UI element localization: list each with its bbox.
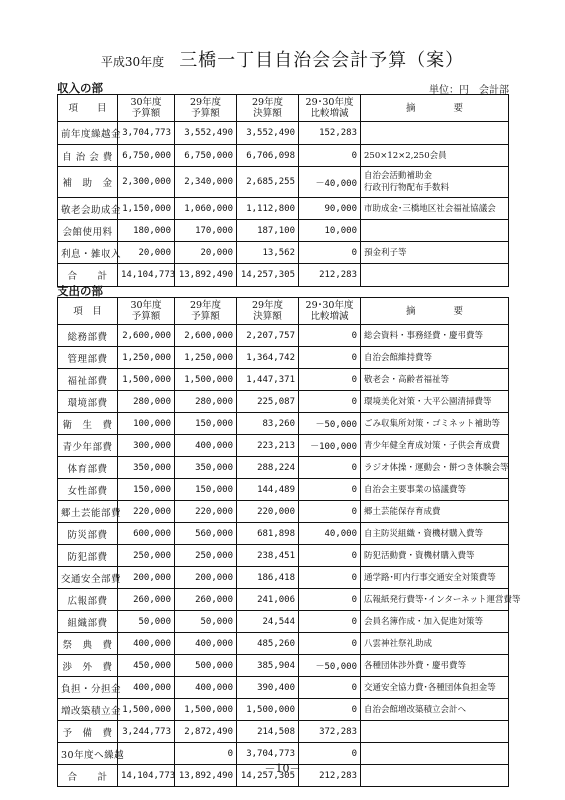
income-header-row (58, 95, 509, 122)
table-row (58, 347, 509, 369)
col-diff-header: 29･30年度 比較増減 (299, 298, 361, 325)
cell-b30: 50,000 (118, 611, 175, 633)
cell-s29: 390,400 (237, 677, 299, 699)
cell-item: 管理部費 (58, 347, 118, 369)
cell-item: 女性部費 (58, 479, 118, 501)
cell-s29: 238,451 (237, 545, 299, 567)
cell-note: 自主防災組織・資機材購入費等 (361, 523, 509, 545)
table-row (58, 325, 509, 347)
col-note-header: 摘 要 (361, 95, 509, 122)
col-settled29-header: 29年度 決算額 (237, 95, 299, 122)
cell-item: 30年度へ繰越 (58, 743, 118, 765)
expense-header-row (58, 298, 509, 325)
col-settled29-header: 29年度 決算額 (237, 298, 299, 325)
cell-b29: 1,060,000 (175, 198, 237, 220)
cell-s29: 1,112,800 (237, 198, 299, 220)
cell-b30: 180,000 (118, 220, 175, 242)
cell-b30: 400,000 (118, 677, 175, 699)
cell-diff: 372,283 (299, 721, 361, 743)
cell-b30: 350,000 (118, 457, 175, 479)
total-item: 合 計 (58, 765, 118, 787)
cell-item: 交通安全部費 (58, 567, 118, 589)
table-row (58, 567, 509, 589)
cell-b29: 1,500,000 (175, 699, 237, 721)
total-b30: 14,104,773 (118, 264, 175, 287)
cell-note: 広報紙発行費等･インターネット運営費等 (361, 589, 509, 611)
cell-b30: 2,600,000 (118, 325, 175, 347)
cell-b29: 1,250,000 (175, 347, 237, 369)
cell-b29: 0 (175, 743, 237, 765)
cell-diff: 152,283 (299, 122, 361, 145)
cell-b29: 500,000 (175, 655, 237, 677)
cell-note (361, 122, 509, 145)
fiscal-year: 平成30年度 (100, 55, 165, 69)
cell-b29: 3,552,490 (175, 122, 237, 145)
cell-b30: 600,000 (118, 523, 175, 545)
cell-diff: 0 (299, 391, 361, 413)
cell-note: 自治会館維持費等 (361, 347, 509, 369)
cell-note: 青少年健全育成対策・子供会育成費 (361, 435, 509, 457)
cell-diff: 0 (299, 743, 361, 765)
cell-b29: 2,340,000 (175, 167, 237, 198)
cell-diff: 0 (299, 699, 361, 721)
cell-item: 郷土芸能部費 (58, 501, 118, 523)
total-diff: 212,283 (299, 765, 361, 787)
cell-s29: 288,224 (237, 457, 299, 479)
table-row (58, 220, 509, 242)
cell-diff: 0 (299, 479, 361, 501)
cell-s29: 214,508 (237, 721, 299, 743)
cell-diff: 0 (299, 633, 361, 655)
col-diff-header: 29･30年度 比較増減 (299, 95, 361, 122)
cell-s29: 2,207,757 (237, 325, 299, 347)
cell-s29: 187,100 (237, 220, 299, 242)
cell-diff: 40,000 (299, 523, 361, 545)
cell-diff: 0 (299, 501, 361, 523)
cell-b29: 560,000 (175, 523, 237, 545)
document-title (0, 46, 565, 72)
cell-b29: 2,872,490 (175, 721, 237, 743)
cell-diff: －50,000 (299, 413, 361, 435)
table-row (58, 391, 509, 413)
cell-note: 敬老会・高齢者福祉等 (361, 369, 509, 391)
col-budget30-header: 30年度 予算額 (118, 298, 175, 325)
cell-b30: 1,150,000 (118, 198, 175, 220)
cell-s29: 144,489 (237, 479, 299, 501)
cell-s29: 1,500,000 (237, 699, 299, 721)
cell-note: 通学路･町内行事交通安全対策費等 (361, 567, 509, 589)
cell-note: 自治会活動補助金 行政刊行物配布手数料 (361, 167, 509, 198)
cell-s29: 186,418 (237, 567, 299, 589)
cell-diff: －40,000 (299, 167, 361, 198)
col-budget29-header: 29年度 予算額 (175, 298, 237, 325)
income-table (57, 94, 509, 287)
cell-diff: 0 (299, 611, 361, 633)
cell-item: 自 治 会 費 (58, 145, 118, 167)
cell-item: 組織部費 (58, 611, 118, 633)
cell-diff: 0 (299, 347, 361, 369)
cell-s29: 1,364,742 (237, 347, 299, 369)
table-row (58, 655, 509, 677)
expense-table (57, 297, 521, 787)
cell-s29: 385,904 (237, 655, 299, 677)
cell-diff: 0 (299, 369, 361, 391)
cell-note: 環境美化対策・大平公園清掃費等 (361, 391, 509, 413)
cell-diff: 10,000 (299, 220, 361, 242)
cell-b30: 260,000 (118, 589, 175, 611)
cell-s29: 681,898 (237, 523, 299, 545)
cell-b29: 20,000 (175, 242, 237, 264)
table-row (58, 677, 509, 699)
cell-b29: 220,000 (175, 501, 237, 523)
cell-b30: 220,000 (118, 501, 175, 523)
cell-b29: 6,750,000 (175, 145, 237, 167)
cell-item: 負担・分担金 (58, 677, 118, 699)
cell-b30: 3,704,773 (118, 122, 175, 145)
cell-b29: 50,000 (175, 611, 237, 633)
cell-b29: 350,000 (175, 457, 237, 479)
cell-b30: 250,000 (118, 545, 175, 567)
col-item-header: 項 目 (58, 95, 118, 122)
cell-b30: 2,300,000 (118, 167, 175, 198)
table-row (58, 611, 509, 633)
cell-item: 防災部費 (58, 523, 118, 545)
total-diff: 212,283 (299, 264, 361, 287)
unit-note: 単位：円 会計部 (429, 85, 509, 96)
total-b30: 14,104,773 (118, 765, 175, 787)
cell-note: ラジオ体操・運動会・餅つき体験会等 (361, 457, 509, 479)
cell-b29: 400,000 (175, 633, 237, 655)
cell-b30: 1,250,000 (118, 347, 175, 369)
cell-s29: 6,706,098 (237, 145, 299, 167)
col-item-header: 項 目 (58, 298, 118, 325)
cell-b30: 150,000 (118, 479, 175, 501)
cell-b30: 100,000 (118, 413, 175, 435)
cell-item: 増改築積立金 (58, 699, 118, 721)
cell-item: 総務部費 (58, 325, 118, 347)
table-row (58, 145, 509, 167)
cell-note: 交通安全協力費･各種団体負担金等 (361, 677, 509, 699)
cell-item: 補 助 金 (58, 167, 118, 198)
page-number: －10－ (264, 762, 301, 775)
table-row (58, 589, 509, 611)
cell-b30: 400,000 (118, 633, 175, 655)
table-row (58, 523, 509, 545)
page-title: 三橋一丁目自治会会計予算（案） (179, 50, 465, 71)
cell-b29: 260,000 (175, 589, 237, 611)
cell-diff: 0 (299, 677, 361, 699)
cell-item: 体育部費 (58, 457, 118, 479)
cell-item: 会館使用料 (58, 220, 118, 242)
cell-item: 福祉部費 (58, 369, 118, 391)
cell-note: 市助成金･三橋地区社会福祉協議会 (361, 198, 509, 220)
table-row (58, 435, 509, 457)
cell-note: 防犯活動費・資機材購入費等 (361, 545, 509, 567)
expense-heading: 支出の部 (57, 284, 103, 298)
cell-item: 防犯部費 (58, 545, 118, 567)
total-s29: 14,257,305 (237, 765, 299, 787)
cell-s29: 2,685,255 (237, 167, 299, 198)
table-row (58, 699, 509, 721)
cell-b29: 150,000 (175, 413, 237, 435)
cell-s29: 24,544 (237, 611, 299, 633)
cell-b30: 280,000 (118, 391, 175, 413)
table-row (58, 198, 509, 220)
cell-b29: 150,000 (175, 479, 237, 501)
cell-diff: 0 (299, 242, 361, 264)
cell-b30: 1,500,000 (118, 699, 175, 721)
cell-s29: 3,552,490 (237, 122, 299, 145)
cell-b29: 250,000 (175, 545, 237, 567)
cell-b29: 400,000 (175, 677, 237, 699)
table-row (58, 479, 509, 501)
table-row (58, 122, 509, 145)
cell-item: 渉 外 費 (58, 655, 118, 677)
total-item: 合 計 (58, 264, 118, 287)
cell-note (361, 220, 509, 242)
cell-item: 敬老会助成金 (58, 198, 118, 220)
cell-s29: 223,213 (237, 435, 299, 457)
cell-b30: 20,000 (118, 242, 175, 264)
cell-note: 250×12×2,250会員 (361, 145, 509, 167)
cell-s29: 3,704,773 (237, 743, 299, 765)
cell-item: 祭 典 費 (58, 633, 118, 655)
cell-b29: 200,000 (175, 567, 237, 589)
cell-note: 八雲神社祭礼助成 (361, 633, 509, 655)
cell-diff: 0 (299, 145, 361, 167)
cell-b30: 1,500,000 (118, 369, 175, 391)
cell-b30: 200,000 (118, 567, 175, 589)
cell-note (361, 721, 509, 743)
cell-note: 郷土芸能保存育成費 (361, 501, 509, 523)
income-heading: 収入の部 (57, 81, 103, 95)
table-row (58, 633, 509, 655)
cell-diff: －100,000 (299, 435, 361, 457)
table-row (58, 721, 509, 743)
table-row (58, 501, 509, 523)
cell-item: 予 備 費 (58, 721, 118, 743)
cell-item: 青少年部費 (58, 435, 118, 457)
cell-note: 預金利子等 (361, 242, 509, 264)
table-row (58, 167, 509, 198)
table-row (58, 457, 509, 479)
cell-diff: 0 (299, 457, 361, 479)
cell-note: 総会資料・事務経費・慶弔費等 (361, 325, 509, 347)
cell-note: 各種団体渉外費・慶弔費等 (361, 655, 509, 677)
cell-s29: 13,562 (237, 242, 299, 264)
cell-s29: 225,087 (237, 391, 299, 413)
cell-s29: 1,447,371 (237, 369, 299, 391)
cell-b29: 2,600,000 (175, 325, 237, 347)
col-budget30-header: 30年度 予算額 (118, 95, 175, 122)
col-note-header: 摘 要 (361, 298, 509, 325)
cell-s29: 83,260 (237, 413, 299, 435)
cell-note: 自治会館増改築積立会計へ (361, 699, 509, 721)
cell-diff: －50,000 (299, 655, 361, 677)
cell-item: 広報部費 (58, 589, 118, 611)
table-row (58, 242, 509, 264)
cell-b30: 3,244,773 (118, 721, 175, 743)
cell-b29: 1,500,000 (175, 369, 237, 391)
cell-diff: 0 (299, 589, 361, 611)
cell-note: 会員名簿作成・加入促進対策等 (361, 611, 509, 633)
cell-item: 利息・雑収入 (58, 242, 118, 264)
cell-s29: 485,260 (237, 633, 299, 655)
cell-b29: 280,000 (175, 391, 237, 413)
cell-s29: 220,000 (237, 501, 299, 523)
cell-diff: 0 (299, 325, 361, 347)
cell-item: 衛 生 費 (58, 413, 118, 435)
total-s29: 14,257,305 (237, 264, 299, 287)
table-row (58, 369, 509, 391)
table-row (58, 545, 509, 567)
col-budget29-header: 29年度 予算額 (175, 95, 237, 122)
cell-b30: 450,000 (118, 655, 175, 677)
total-b29: 13,892,490 (175, 765, 237, 787)
cell-diff: 90,000 (299, 198, 361, 220)
table-row (58, 413, 509, 435)
cell-s29: 241,006 (237, 589, 299, 611)
cell-b29: 170,000 (175, 220, 237, 242)
cell-note: 自治会主要事業の協議費等 (361, 479, 509, 501)
cell-item: 前年度繰越金 (58, 122, 118, 145)
cell-item: 環境部費 (58, 391, 118, 413)
cell-b30: 300,000 (118, 435, 175, 457)
cell-b29: 400,000 (175, 435, 237, 457)
cell-diff: 0 (299, 545, 361, 567)
cell-diff: 0 (299, 567, 361, 589)
cell-b30: 6,750,000 (118, 145, 175, 167)
total-b29: 13,892,490 (175, 264, 237, 287)
cell-note: ごみ収集所対策・ゴミネット補助等 (361, 413, 509, 435)
